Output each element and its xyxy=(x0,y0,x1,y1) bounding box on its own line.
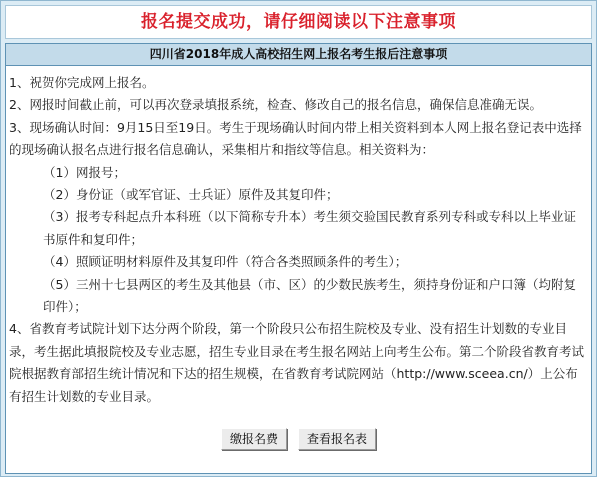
page-title: 报名提交成功，请仔细阅读以下注意事项 xyxy=(5,5,592,39)
pay-fee-button[interactable]: 缴报名费 xyxy=(221,428,287,450)
notice-title: 四川省2018年成人高校招生网上报名考生报后注意事项 xyxy=(6,44,591,66)
notice-subitem-2: （2）身份证（或军官证、士兵证）原件及其复印件； xyxy=(43,187,339,203)
notice-item-3: 3、现场确认时间：9月15日至19日。考生于现场确认时间内带上相关资料到本人网上报名登记表中选择的现场确认报名点进行报名信息确认，采集相片和指纹等信息。相关资料为： xyxy=(9,119,582,158)
notice-subitem-4: （4）照顾证明材料原件及其复印件（符合各类照顾条件的考生）； xyxy=(43,254,408,270)
notice-panel xyxy=(5,43,592,474)
notice-subitem-1: （1）网报号； xyxy=(43,164,126,180)
notice-body xyxy=(6,66,591,408)
notice-item-1: 1、祝贺你完成网上报名。 xyxy=(9,75,155,90)
view-form-button[interactable]: 查看报名表 xyxy=(298,428,376,450)
notice-subitem-3: （3）报考专科起点升本科班（以下简称专升本）考生须交验国民教育系列专科或专科以上毕业证书原件和复印件； xyxy=(43,209,576,247)
notice-subitem-5: （5）三州十七县两区的考生及其他县（市、区）的少数民族考生，须持身份证和户口簿（均附复印件）； xyxy=(43,276,576,315)
notice-item-2: 2、网报时间截止前，可以再次登录填报系统，检查、修改自己的报名信息，确保信息准确无误。 xyxy=(9,97,542,113)
action-bar xyxy=(6,428,591,450)
notice-item-4: 4、省教育考试院计划下达分两个阶段，第一个阶段只公布招生院校及专业、没有招生计划数的专业目录，考生据此填报院校及专业志愿，招生专业目录在考生报名网站上向考生公布。第二个阶段省教育考试院根据教育部招生统计情况和下达的招生规模，在省教育考试院网站（http://www.sceea.cn/）上公布有招生计划数的专业目录。 xyxy=(9,321,585,404)
